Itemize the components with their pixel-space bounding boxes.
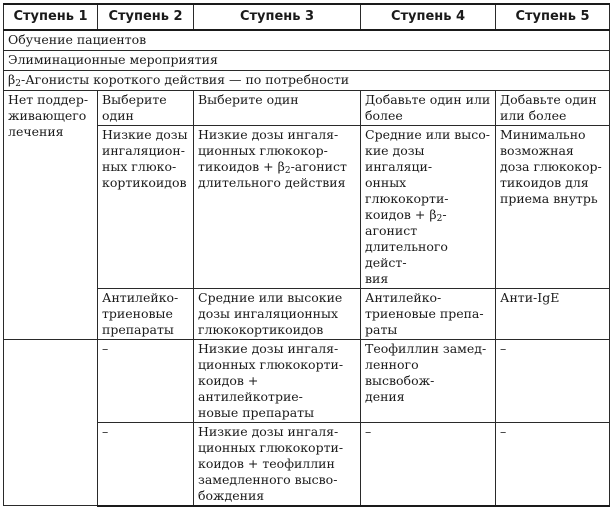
step4-option-d-cell: – [361,422,496,506]
patient-education-cell: Обучение пациентов [4,30,610,50]
step4-option-b-cell [361,288,496,339]
beta-text: -Агонисты короткого действия — по потребности [20,72,350,87]
step3-option-a-part2: -агонист длительного действия [198,158,347,190]
header-step-2: Ступень 2 [98,4,194,30]
option-row-c [4,339,610,422]
step3-option-a-cell [194,125,361,288]
step5-option-d-cell: – [496,422,610,506]
step4-option-c-cell [361,339,496,422]
step5-option-b-text: Анти-IgE [500,289,560,305]
beta-agonist-row [4,70,610,90]
step3-instruction-cell [194,90,361,125]
step4-option-b-text: Антилейко- триеновые препа- раты [365,289,484,337]
short-acting-beta-agonist-cell [4,70,610,90]
step1-no-maintenance-cell [4,90,98,339]
step2-option-b-text: Антилейко- триеновые препараты [102,289,179,337]
elimination-measures-cell: Элиминационные мероприятия [4,50,610,70]
step4-option-a-text [365,127,491,287]
step4-option-a-part2: -агонист длительного дейст- вия [365,206,448,286]
step5-option-b-cell [496,288,610,339]
step3-option-d-cell [194,422,361,506]
step2-instruction-cell [98,90,194,125]
step3-option-a-part1: Низкие дозы ингаля- ционных глюкокор- тикоидов + β [198,126,339,174]
step2-option-a-text: Низкие дозы ингаляцион- ных глюко- кортикоидов [102,126,188,190]
step2-option-b-cell [98,288,194,339]
step4-option-a-subscript: 2 [436,213,443,224]
step3-option-b-cell [194,288,361,339]
education-row [4,30,610,50]
step2-option-d-cell: – [98,422,194,506]
step1-no-maintenance-text: Нет поддер- живающего лечения [8,91,89,139]
step4-instruction-text: Добавьте один или более [365,91,491,123]
treatment-steps-table [3,3,610,507]
step3-option-d-text: Низкие дозы ингаля- ционных глюкокорти- коидов + теофиллин замедленного высво- бождения [198,423,344,503]
header-step-4: Ступень 4 [361,4,496,30]
header-step-1: Ступень 1 [4,4,98,30]
step5-option-a-cell [496,125,610,288]
instruction-row [4,90,610,125]
step3-instruction-text: Выберите один [198,91,299,107]
header-row [4,4,610,30]
step3-option-a-subscript: 2 [284,165,291,176]
step4-option-a-part1: Средние или высо- кие дозы ингаляци- онных глюкокорти- коидов + β [365,126,491,222]
step4-option-c-text: Теофиллин замед- ленного высвобож- дения [365,340,487,404]
step3-option-b-text: Средние или высокие дозы ингаляционных глюкокортикоидов [198,289,343,337]
step1-empty-cell [4,339,98,506]
step2-option-a-cell [98,125,194,288]
step2-option-c-cell: – [98,339,194,422]
step5-option-a-text: Минимально возможная доза глюкокор- тикоидов для приема внутрь [500,126,602,206]
beta-subscript: 2 [15,79,21,89]
beta-symbol: β [8,72,16,87]
elimination-row [4,50,610,70]
step5-instruction-text: Добавьте один или более [500,91,597,123]
step3-option-c-text: Низкие дозы ингаля- ционных глюкокорти- коидов + антилейкотрие- новые препараты [198,340,344,420]
step5-option-c-cell: – [496,339,610,422]
step2-instruction-text: Выберите один [102,91,167,123]
step4-instruction-cell [361,90,496,125]
header-step-3: Ступень 3 [194,4,361,30]
step5-instruction-cell [496,90,610,125]
header-step-5: Ступень 5 [496,4,610,30]
step4-option-a-cell [361,125,496,288]
step3-option-a-text [198,127,356,191]
step3-option-c-cell [194,339,361,422]
